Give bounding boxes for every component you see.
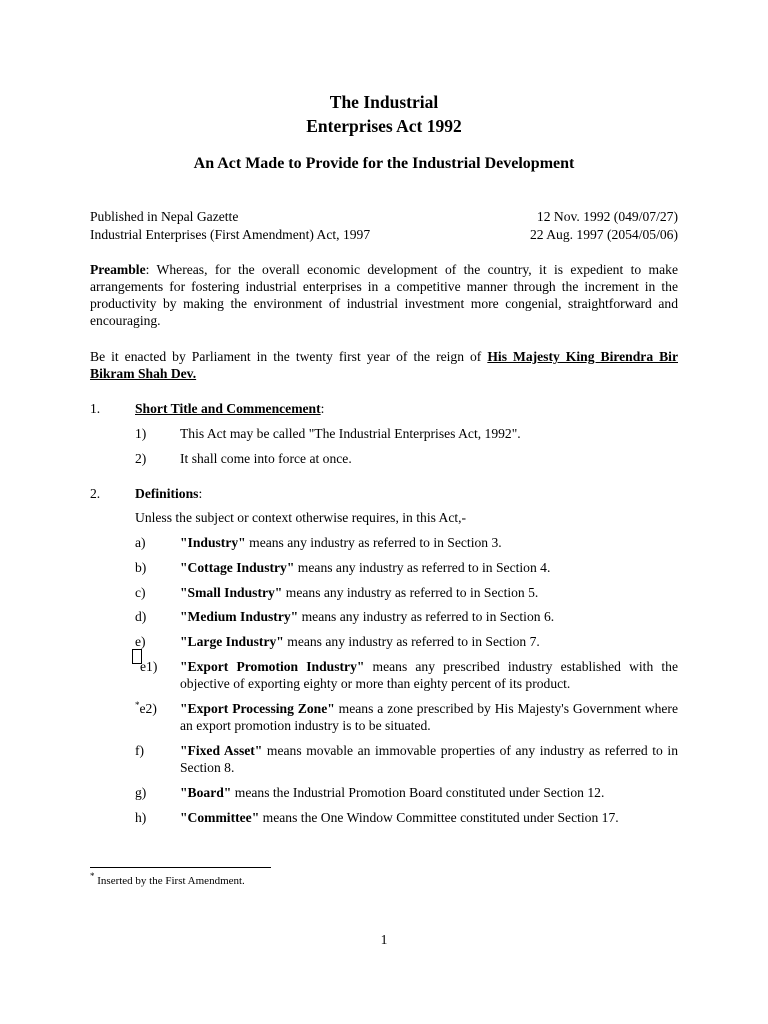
definition-text: [180, 784, 678, 801]
definition-term: "Cottage Industry": [180, 560, 295, 575]
definition-term: "Committee": [180, 810, 260, 825]
section-heading-text: Definitions: [135, 486, 199, 501]
definition-label-with-marker: [135, 700, 157, 717]
definition-body: means any industry as referred to in Section 5.: [282, 585, 539, 600]
definition-term: "Industry": [180, 535, 246, 550]
definition-body: means any industry as referred to in Section 6.: [298, 609, 555, 624]
definition-term: "Export Processing Zone": [180, 701, 335, 716]
enactment-text: Be it enacted by Parliament in the twenty first year of the reign of: [90, 349, 488, 364]
footnote-marker: *: [90, 871, 95, 881]
footnote-text: Inserted by the First Amendment.: [97, 875, 245, 887]
definition-text: [180, 809, 678, 826]
definition-body: means the Industrial Promotion Board constituted under Section 12.: [231, 785, 605, 800]
definition-label: d): [135, 609, 147, 624]
enactment-paragraph: [90, 348, 678, 382]
publication-date: 12 Nov. 1992 (049/07/27): [536, 209, 678, 224]
preamble-label: Preamble: [90, 262, 146, 277]
item-text: This Act may be called "The Industrial Enterprises Act, 1992".: [180, 426, 521, 441]
definition-term: "Small Industry": [180, 585, 283, 600]
definition-body: means the One Window Committee constituted under Section 17.: [259, 810, 619, 825]
definition-label: g): [135, 785, 147, 800]
definition-label: f): [135, 743, 145, 758]
publication-row-amendment: [90, 226, 678, 243]
definition-body: means any industry as referred to in Section 4.: [294, 560, 551, 575]
definition-text: [180, 742, 678, 776]
definition-text: [180, 534, 678, 551]
definition-term: "Large Industry": [180, 634, 284, 649]
definition-body: means movable an immovable properties of any industry as referred to in Section 8.: [180, 743, 678, 775]
item-text: It shall come into force at once.: [180, 451, 352, 466]
definition-label: h): [135, 810, 147, 825]
section-number: 1.: [90, 401, 101, 416]
section-heading-colon: :: [198, 486, 203, 501]
definition-term: "Export Promotion Industry": [180, 659, 365, 674]
sovereign-name: His Majesty King Birendra Bir Bikram Shah Dev.: [90, 349, 678, 381]
publication-label: Industrial Enterprises (First Amendment) Act, 1997: [90, 227, 371, 242]
definition-label: a): [135, 535, 146, 550]
definition-label: c): [135, 585, 146, 600]
definition-label: e2): [139, 701, 157, 716]
section-number: 2.: [90, 486, 101, 501]
definition-label: e): [135, 634, 146, 649]
definition-term: "Fixed Asset": [180, 743, 263, 758]
item-label: 2): [135, 451, 147, 466]
footnote-separator: [90, 867, 271, 868]
item-label: 1): [135, 426, 147, 441]
definition-body: means any industry as referred to in Section 3.: [245, 535, 502, 550]
publication-row-gazette: [90, 208, 678, 225]
page-number: 1: [380, 932, 388, 947]
section-heading-short-title: [135, 400, 324, 417]
definition-text: [180, 700, 678, 734]
definition-text: [180, 608, 678, 625]
act-subtitle: An Act Made to Provide for the Industrial Development: [193, 155, 575, 172]
definition-label: b): [135, 560, 147, 575]
definition-text: [180, 658, 678, 692]
publication-date: 22 Aug. 1997 (2054/05/06): [529, 227, 678, 242]
definition-text: [180, 633, 678, 650]
definition-term: "Board": [180, 785, 232, 800]
definition-body: means a zone prescribed by His Majesty's Government where an export promotion industry is to be situated.: [180, 701, 678, 733]
definition-body: means any industry as referred to in Section 7.: [283, 634, 540, 649]
preamble-text: : Whereas, for the overall economic development of the country, it is expedient to make arrangements for fostering industrial enterprises in a competitive manner through the increment in the productivity by making the environment of industrial investment more congenial, straightforward and encouraging.: [90, 262, 678, 328]
section-heading-text: Short Title and Commencement: [135, 401, 321, 416]
act-title-line1: The Industrial: [329, 92, 439, 112]
publication-label: Published in Nepal Gazette: [90, 209, 239, 224]
preamble-paragraph: [90, 261, 678, 329]
section-heading-colon: :: [320, 401, 325, 416]
definition-term: "Medium Industry": [180, 609, 299, 624]
definition-label: e1): [140, 659, 158, 674]
act-title-line2: Enterprises Act 1992: [306, 116, 462, 136]
definition-text: [180, 584, 678, 601]
definition-body: means any prescribed industry established with the objective of exporting eighty or more than eighty percent of its product.: [180, 659, 678, 691]
footnote-marker: *: [135, 700, 140, 710]
section-heading-definitions: [135, 485, 202, 502]
definitions-intro: Unless the subject or context otherwise requires, in this Act,-: [135, 510, 467, 525]
footnote: [90, 871, 245, 888]
definition-text: [180, 559, 678, 576]
